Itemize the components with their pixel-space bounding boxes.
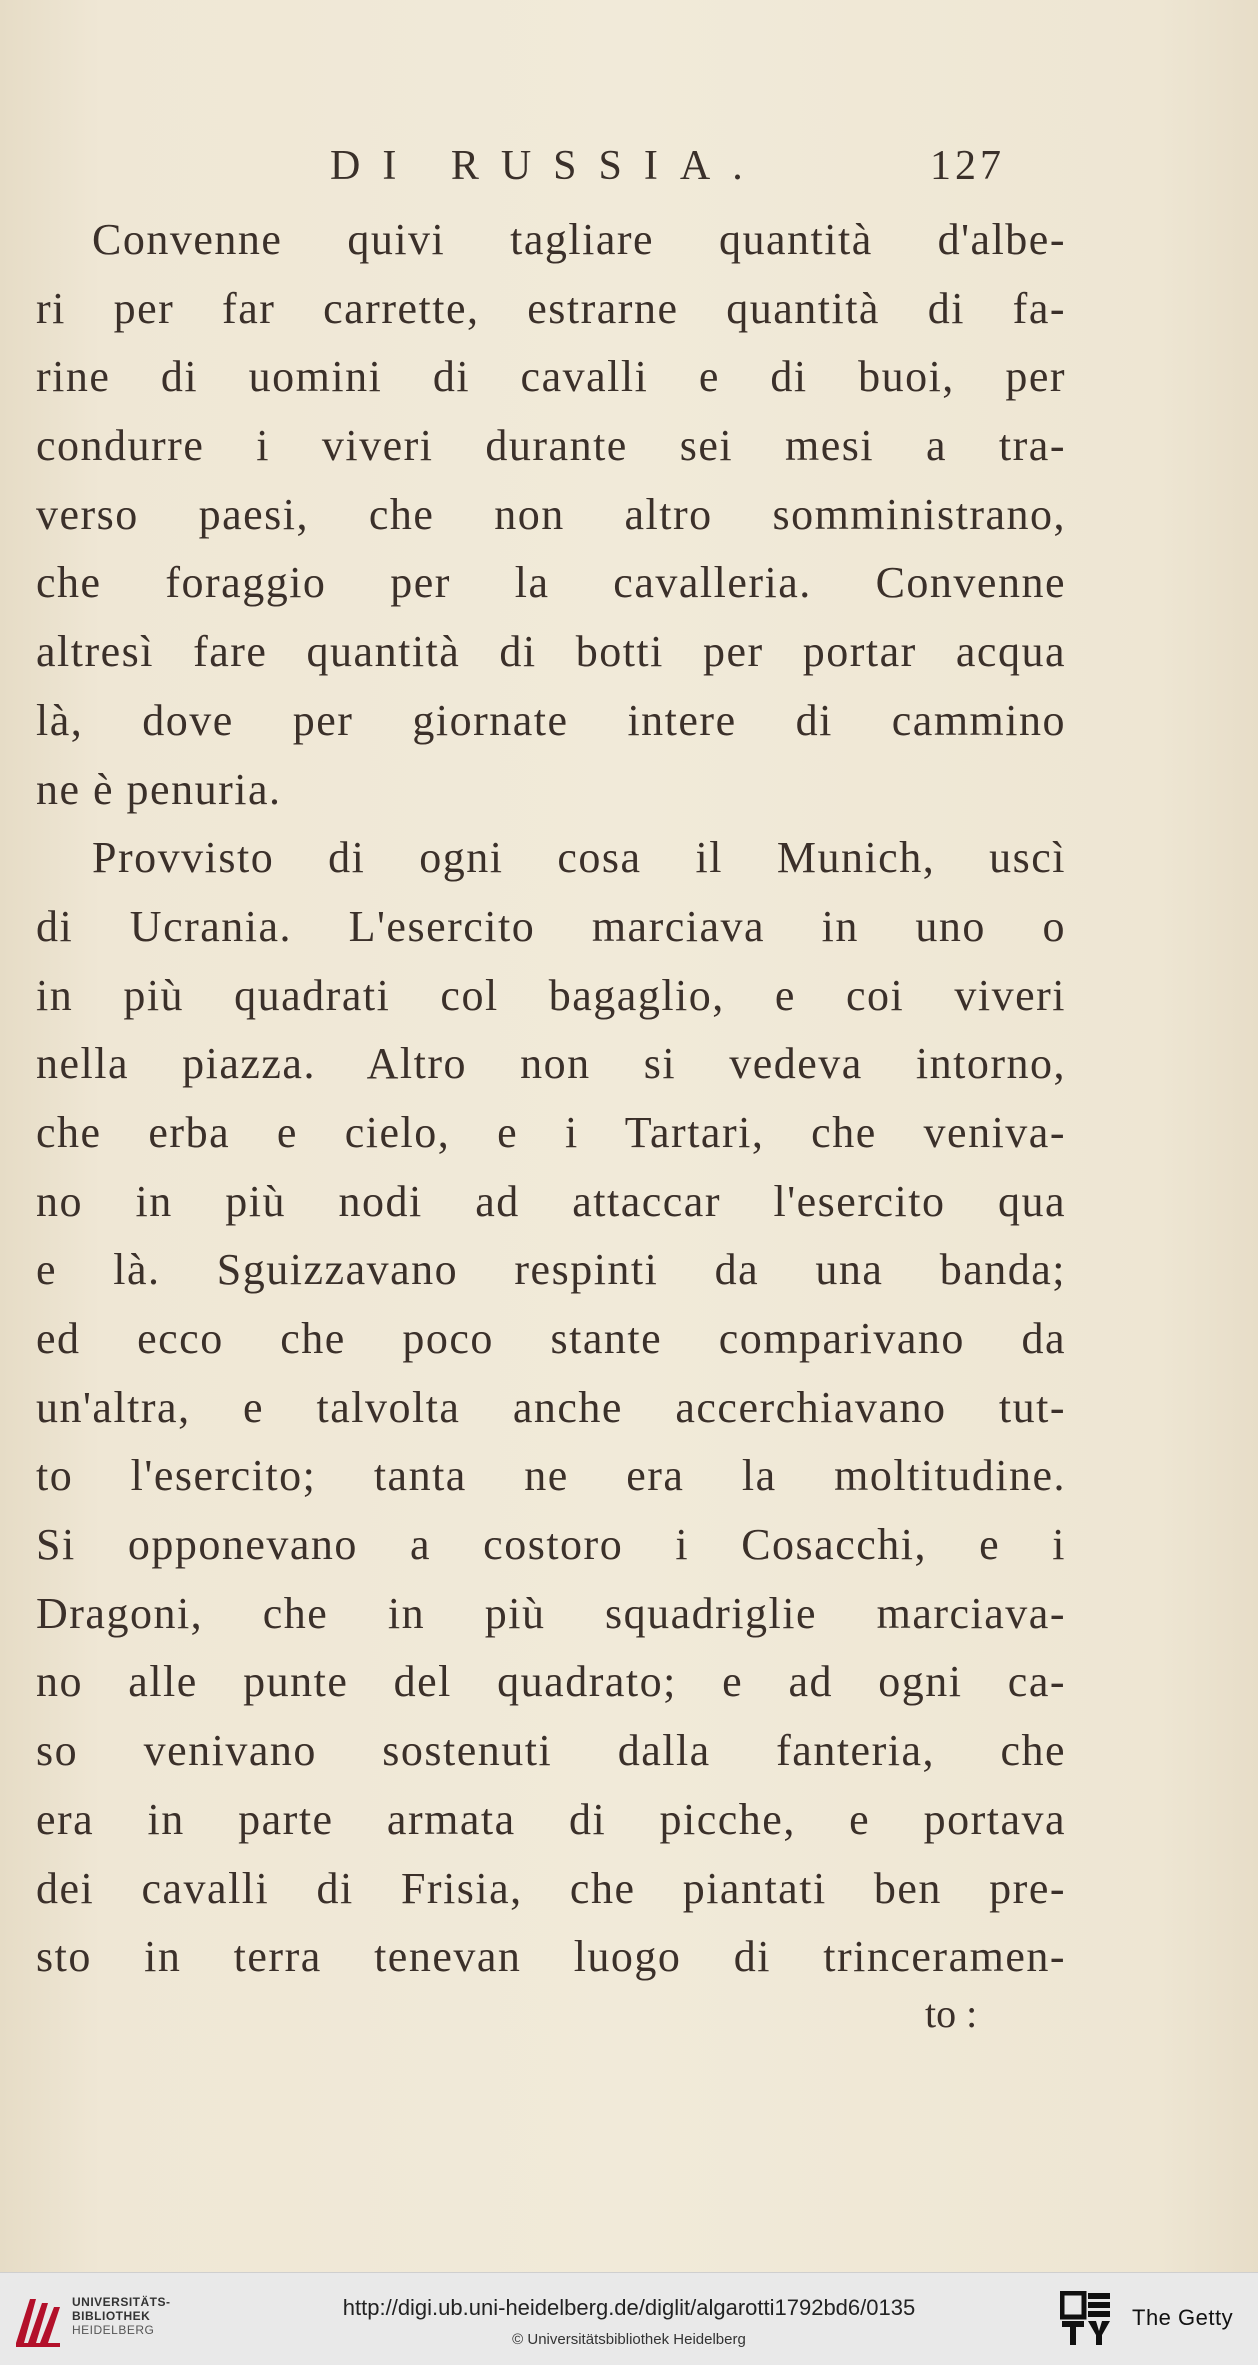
text-line: so venivano sostenuti dalla fanteria, che (36, 1726, 1066, 1776)
footer-bar (0, 2272, 1258, 2365)
text-line: Si opponevano a costoro i Cosacchi, e i (36, 1520, 1066, 1570)
permalink-url[interactable]: http://digi.ub.uni-heidelberg.de/diglit/algarotti1792bd6/0135 (342, 2295, 916, 2320)
page-number: 127 (930, 143, 1005, 189)
text-line: Provvisto di ogni cosa il Munich, uscì (92, 833, 1066, 883)
running-title: DI RUSSIA. (330, 143, 765, 189)
text-line: verso paesi, che non altro somministrano, (36, 489, 1066, 539)
text-line: nella piazza. Altro non si vedeva intorno, (36, 1039, 1066, 1089)
text-line: condurre i viveri durante sei mesi a tra- (36, 421, 1066, 471)
text-line: ri per far carrette, estrarne quantità di fa- (36, 283, 1066, 333)
library-name-line: HEIDELBERG (72, 2323, 155, 2337)
text-line: to l'esercito; tanta ne era la moltitudine. (36, 1451, 1066, 1501)
text-line: un'altra, e talvolta anche accerchiavano tut- (36, 1382, 1066, 1432)
text-line: era in parte armata di picche, e portava (36, 1794, 1066, 1844)
text-line: rine di uomini di cavalli e di buoi, per (36, 352, 1066, 402)
text-line: che erba e cielo, e i Tartari, che veniva- (36, 1107, 1066, 1157)
text-line: dei cavalli di Frisia, che piantati ben pre- (36, 1863, 1066, 1913)
copyright-notice: © Universitätsbibliothek Heidelberg (512, 2331, 746, 2348)
text-line: ne è penuria. (36, 764, 282, 814)
text-line: no alle punte del quadrato; e ad ogni ca- (36, 1657, 1066, 1707)
catchword: to : (925, 1991, 978, 2036)
text-line: di Ucrania. L'esercito marciava in uno o (36, 901, 1066, 951)
text-line: altresì fare quantità di botti per portar acqua (36, 627, 1066, 677)
text-line: ed ecco che poco stante comparivano da (36, 1314, 1066, 1363)
text-line: no in più nodi ad attaccar l'esercito qua (36, 1176, 1066, 1226)
text-line: in più quadrati col bagaglio, e coi viveri (36, 970, 1066, 1020)
text-line: che foraggio per la cavalleria. Convenne (36, 558, 1066, 608)
getty-logo-icon (1060, 2291, 1112, 2347)
library-name-line: UNIVERSITÄTS- (72, 2295, 171, 2309)
text-line: Dragoni, che in più squadriglie marciava- (36, 1588, 1066, 1638)
sponsor-name: The Getty (1132, 2305, 1234, 2330)
text-line: là, dove per giornate intere di cammino (36, 695, 1066, 745)
running-head (0, 142, 1258, 192)
text-line: e là. Sguizzavano respinti da una banda; (36, 1245, 1066, 1295)
library-name-line: BIBLIOTHEK (72, 2309, 151, 2323)
text-line: Convenne quivi tagliare quantità d'albe- (92, 215, 1066, 264)
body-text (36, 206, 1066, 1992)
text-line: sto in terra tenevan luogo di trinceramen- (36, 1932, 1066, 1982)
